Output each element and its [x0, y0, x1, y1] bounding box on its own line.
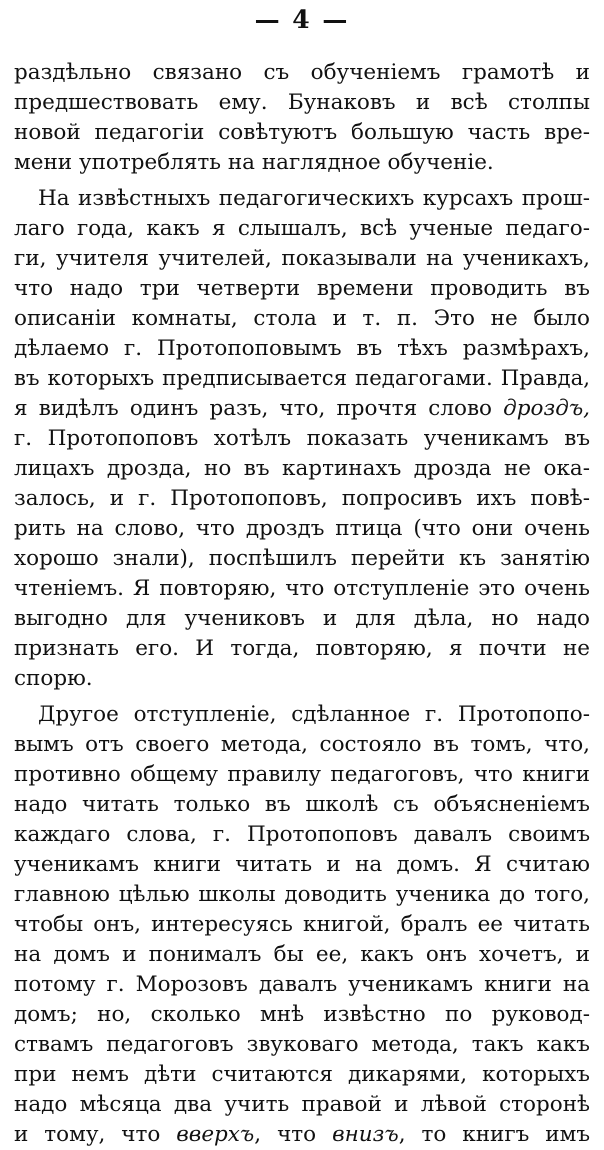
text-line: надо читать только въ школѣ съ объясненіемъ — [14, 792, 590, 817]
text-line: описаніи комнаты, стола и т. п. Это не было — [14, 306, 590, 331]
text-line: г. Протопоповъ хотѣлъ показать ученикамъ въ — [14, 426, 590, 451]
text-line: ствамъ педагоговъ звуковаго метода, такъ какъ — [14, 1032, 590, 1057]
text-line: лицахъ дрозда, но въ картинахъ дрозда не ока- — [14, 456, 590, 481]
text-line: ги, учителя учителей, показывали на ученикахъ, — [14, 246, 590, 271]
text-line: лаго года, какъ я слышалъ, всѣ ученые педаго- — [14, 216, 590, 241]
text-line: на домъ и понималъ бы ее, какъ онъ хочетъ, и — [14, 942, 590, 967]
text-segment: , что — [254, 1122, 333, 1147]
text-line: залось, и г. Протопоповъ, попросивъ ихъ повѣ- — [14, 486, 590, 511]
text-line: въ которыхъ предписывается педагогами. Правда, — [14, 366, 590, 391]
text-line: мени употреблять на наглядное обученіе. — [14, 150, 494, 175]
text-line: главною цѣлью школы доводить ученика до того, — [14, 882, 590, 907]
text-line: ученикамъ книги читать и на домъ. Я считаю — [14, 852, 590, 877]
text-line: спорю. — [14, 666, 93, 691]
text-line: дѣлаемо г. Протопоповымъ въ тѣхъ размѣрахъ, — [14, 336, 590, 361]
text-line: вымъ отъ своего метода, состояло въ томъ, что, — [14, 732, 590, 757]
italic-word: вверхъ — [176, 1122, 255, 1147]
text-line: потому г. Морозовъ давалъ ученикамъ книги на — [14, 972, 590, 997]
text-line: Другое отступленіе, сдѣланное г. Протопопо- — [38, 702, 590, 727]
paragraph — [14, 700, 590, 1150]
text-line: признать его. И тогда, повторяю, я почти не — [14, 636, 590, 661]
text-line: надо мѣсяца два учить правой и лѣвой сторонѣ — [14, 1092, 590, 1117]
text-line: выгодно для учениковъ и для дѣла, но надо — [14, 606, 590, 631]
text-line: домъ; но, сколько мнѣ извѣстно по руковод- — [14, 1002, 590, 1027]
text-line: противно общему правилу педагоговъ, что книги — [14, 762, 590, 787]
text-line: что надо три четверти времени проводить въ — [14, 276, 590, 301]
text-line: предшествовать ему. Бунаковъ и всѣ столпы — [14, 90, 590, 115]
text-line — [14, 1120, 590, 1150]
body-text — [14, 58, 590, 1150]
text-line: чтеніемъ. Я повторяю, что отступленіе это очень — [14, 576, 590, 601]
italic-word: внизъ — [332, 1122, 399, 1147]
text-line: На извѣстныхъ педагогическихъ курсахъ прош- — [38, 186, 590, 211]
text-line: раздѣльно связано съ обученіемъ грамотѣ и — [14, 60, 590, 85]
text-line: при немъ дѣти считаются дикарями, которыхъ — [14, 1062, 590, 1087]
text-line: новой педагогiи совѣтуютъ большую часть вре- — [14, 120, 590, 145]
text-segment: и тому, что — [14, 1122, 177, 1147]
text-line: чтобы онъ, интересуясь книгой, бралъ ее читать — [14, 912, 590, 937]
text-line — [14, 394, 590, 424]
text-segment: я видѣлъ одинъ разъ, что, прочтя слово — [14, 396, 504, 421]
text-line: рить на слово, что дроздъ птица (что они очень — [14, 516, 590, 541]
text-segment: , то книгъ имъ — [398, 1122, 590, 1147]
page-number: — 4 — — [254, 5, 350, 34]
italic-word: дроздъ, — [503, 396, 590, 421]
paragraph — [14, 184, 590, 694]
text-line: каждаго слова, г. Протопоповъ давалъ своимъ — [14, 822, 590, 847]
text-line: хорошо знали), поспѣшилъ перейти къ занятію — [14, 546, 590, 571]
paragraph — [14, 58, 590, 178]
